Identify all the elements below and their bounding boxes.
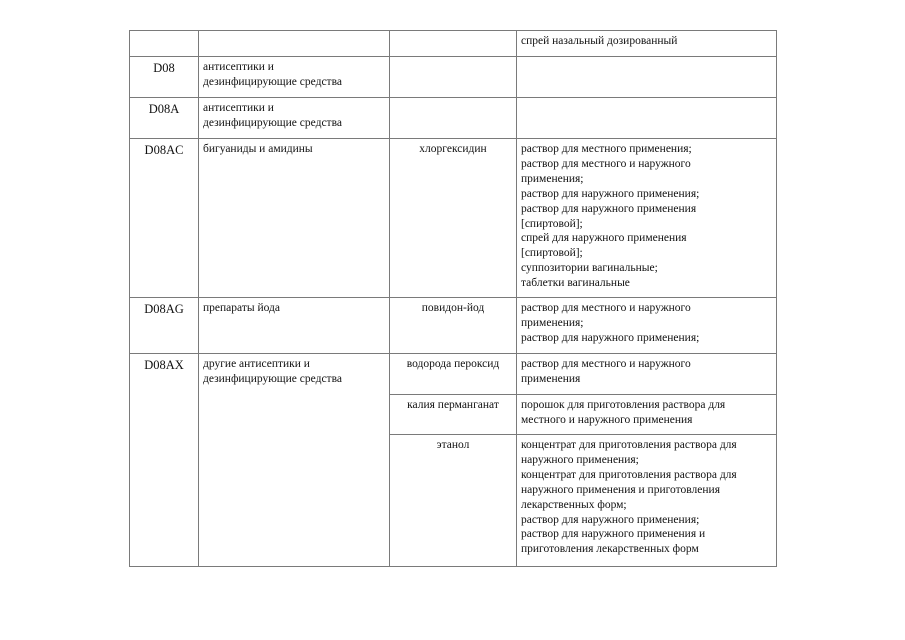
dosage-form-line: применения; [521, 172, 584, 185]
dosage-form-line: спрей для наружного применения [521, 232, 687, 245]
group-name-cell [199, 31, 390, 57]
dosage-form-line: суппозитории вагинальные; [521, 262, 658, 275]
atc-code-cell: D08A [130, 98, 199, 139]
dosage-form-line: применения; [521, 316, 584, 329]
dosage-forms-cell [517, 395, 777, 435]
table-body [130, 31, 777, 567]
dosage-forms-cell [517, 298, 777, 354]
dosage-forms-cell [517, 57, 777, 98]
dosage-form-line: наружного применения; [521, 453, 639, 466]
group-name-cell [199, 298, 390, 354]
dosage-form-line: приготовления лекарственных форм [521, 543, 699, 556]
group-name-line: антисептики и [203, 61, 274, 73]
inn-cell: водорода пероксид [390, 354, 517, 395]
dosage-form-line: раствор для местного и наружного [521, 302, 691, 314]
dosage-form-line: концентрат для приготовления раствора для [521, 468, 737, 481]
dosage-forms-cell [517, 98, 777, 139]
inn-cell: этанол [390, 435, 517, 567]
inn-cell [390, 31, 517, 57]
dosage-form-line: раствор для местного и наружного [521, 358, 691, 370]
dosage-form-line: [спиртовой]; [521, 247, 583, 260]
atc-code-cell: D08AC [130, 139, 199, 298]
inn-cell: повидон-йод [390, 298, 517, 354]
group-name-line: препараты йода [203, 302, 280, 314]
group-name-cell [199, 98, 390, 139]
dosage-form-line: раствор для наружного применения и [521, 528, 706, 541]
inn-cell [390, 98, 517, 139]
group-name-line: другие антисептики и [203, 358, 310, 370]
group-name-cell [199, 354, 390, 567]
table-row [130, 98, 777, 139]
table-row [130, 139, 777, 298]
dosage-form-line: раствор для наружного применения; [521, 331, 700, 344]
dosage-form-line: спрей назальный дозированный [521, 35, 678, 47]
dosage-form-line: [спиртовой]; [521, 217, 583, 230]
dosage-form-line: таблетки вагинальные [521, 277, 630, 290]
dosage-form-line: раствор для местного и наружного [521, 157, 691, 170]
group-name-cell [199, 57, 390, 98]
group-name-line: дезинфицирующие средства [203, 116, 342, 129]
dosage-forms-cell [517, 139, 777, 298]
dosage-form-line: раствор для местного применения; [521, 143, 692, 155]
inn-cell: хлоргексидин [390, 139, 517, 298]
dosage-forms-cell [517, 435, 777, 567]
dosage-form-line: раствор для наружного применения [521, 202, 697, 215]
dosage-form-line: раствор для наружного применения; [521, 187, 700, 200]
group-name-line: дезинфицирующие средства [203, 372, 342, 385]
group-name-line: антисептики и [203, 102, 274, 114]
dosage-form-line: раствор для наружного применения; [521, 513, 700, 526]
atc-code-cell: D08AG [130, 298, 199, 354]
dosage-form-line: порошок для приготовления раствора для [521, 399, 726, 411]
group-name-line: дезинфицирующие средства [203, 75, 342, 88]
dosage-form-line: применения [521, 372, 581, 385]
atc-code-cell: D08 [130, 57, 199, 98]
atc-code-cell: D08AX [130, 354, 199, 567]
table-row [130, 31, 777, 57]
dosage-form-line: концентрат для приготовления раствора для [521, 439, 737, 451]
table-row [130, 57, 777, 98]
group-name-line: бигуаниды и амидины [203, 143, 313, 155]
atc-code-cell [130, 31, 199, 57]
dosage-forms-cell [517, 31, 777, 57]
inn-cell: калия перманганат [390, 395, 517, 435]
drug-classification-table [129, 30, 776, 567]
table-row [130, 354, 777, 395]
dosage-forms-cell [517, 354, 777, 395]
inn-cell [390, 57, 517, 98]
group-name-cell [199, 139, 390, 298]
dosage-form-line: местного и наружного применения [521, 413, 693, 426]
dosage-form-line: лекарственных форм; [521, 498, 627, 511]
dosage-form-line: наружного применения и приготовления [521, 483, 720, 496]
table-row [130, 298, 777, 354]
